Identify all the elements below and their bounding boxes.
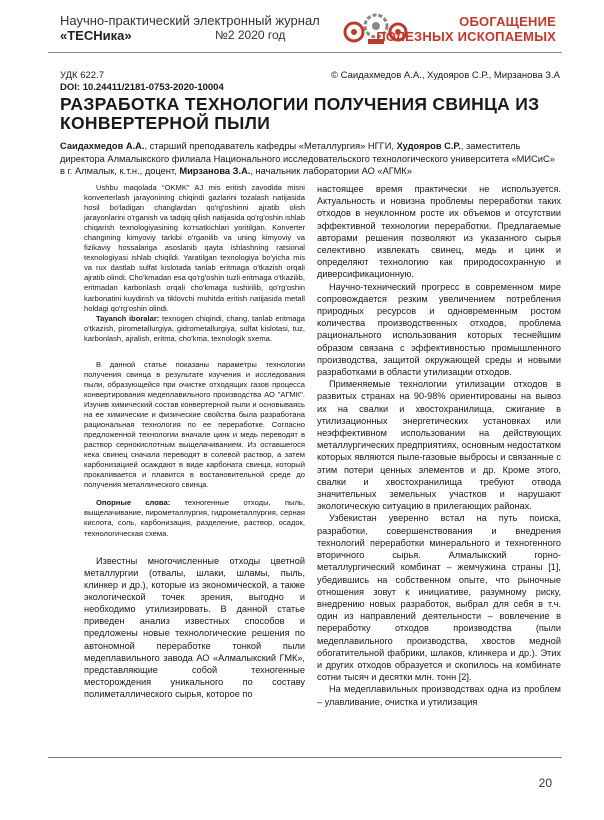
author-2-name: Худояров С.Р. — [396, 141, 461, 151]
section-line2: ПОЛЕЗНЫХ ИСКОПАЕМЫХ — [376, 29, 556, 44]
abstract-russian: В данной статье показаны параметры технологии получения свинца в результате изучения и исследования пыли, образующейся при очистке отходящих газов процесса конвертирования медеплавильного производства АО "АГМК". Изучив химический состав конвертерной пыли и основываясь на ее химические и физические свойства была разработана рациональная технология по ее переработке. Согласно предложенной технологии вначале цинк и медь переводят в раствор сернокислотным выщелачиванием. Из оставшегося кека свинец сначала переводят в солевой раствор, а затем карбонизацией осаждают в виде карбоната свинца, который прокаливается и плавится в востановительной среде до получения металлического свинца. — [84, 359, 305, 490]
author-1-name: Саидахмедов А.А. — [60, 141, 145, 151]
doi[interactable]: DOI: 10.24411/2181-0753-2020-10004 — [60, 82, 224, 93]
body-paragraph: На медеплавильных производствах одна из проблем – улавливание, очистка и утилизация — [317, 684, 561, 707]
body-paragraph: Известны многочисленные отходы цветной металлургии (отвалы, шлаки, шламы, пыль, клинкер и др.), которые из экономической, а также экологической точек зрения, выгодно и необходимо утилизировать. В данной статье приведен анализ известных способов и предложены новые технологические решения по автономной переработке тонкой пыли медеплавильного завода АО «Алмалыкский ГМК», представляющие собой техногенные месторождения уникального по составу полиметаллического сырья, которое по — [84, 555, 305, 700]
copyright: © Саидахмедов А.А., Худояров С.Р., Мирзанова З.А — [330, 70, 560, 81]
keywords-uzbek-label: Tayanch iboralar: — [96, 313, 160, 323]
author-3-affiliation: , начальник лаборатории АО «АГМК» — [250, 166, 412, 176]
left-column — [84, 183, 305, 700]
body-paragraph: Научно-технический прогресс в современном мире сопровождается резким увеличением потребления природных ресурсов и одновременным ростом количества производственных отходов, проблема рационального использования которых теснейшим образом связана с эффективностью промышленного производства, защитой окружающей среды и новыми разработками в области утилизации отходов. — [317, 281, 561, 378]
journal-line2: «TECHика» — [60, 28, 132, 43]
header-divider — [48, 52, 562, 53]
section-line1: ОБОГАЩЕНИЕ — [459, 14, 556, 29]
keywords-uzbek-text: texnogen chiqindi, chang, tanlab eritmaga o'tkazish, pirometallurgiya, gidrometallurgiya, sulfat kislotasi, tuz, karbonlash, ajralish, eritma, cho'kma, texnologik sxema. — [84, 313, 305, 343]
body-paragraph: Применяемые технологии утилизации отходов в развитых странах на 90-98% ориентированы на вывоз их на свалки и хвостохранилища, сжигание в утилизационных энергетических установках или неэффективном использовании на действующих металлургических предприятиях, основным недостатком которых являются пыле-газовые выбросы и связанные с этим потери ценных элементов и др. Кроме этого, свалки и хвостохранилища требуют отвода значительных земельных участков и нарушают экологическую ситуацию в прилегающих районах. — [317, 379, 561, 512]
footer-divider — [48, 757, 562, 758]
keywords-russian-text: техногенные отходы, пыль, выщелачивание, пирометаллургия, гидрометаллургия, серная кислота, соль, карбонизация, разделение, раствор, осадок, технологическая схема. — [84, 498, 305, 538]
section-title — [376, 14, 556, 44]
right-column — [317, 183, 561, 708]
issue-label: №2 2020 год — [215, 28, 286, 42]
body-paragraph: настоящее время практически не используется. Актуальность и новизна проблемы переработки таких отходов в неуклонном росте их объемов и отсутствии эффективной технологии переработки. Предлагаемые авторами решения позволяют из указанного сырья селективно извлекать свинец, медь и цинк и определяют технологию как природосохранную и диверсификационную. — [317, 184, 561, 280]
keywords-uzbek — [84, 314, 305, 344]
keywords-russian — [84, 498, 305, 538]
authors-block — [60, 140, 558, 178]
abstract-uzbek: Ushbu maqolada “OKMK” AJ mis eritish zavodida misni konverterlash jarayonining chiqindi gazlarini tozalash natijasida hosil bo'ladigan changlardan qo'rg'oshinni ajratib olish jarayonlarini o'rganish va tadqiq qilish natijasida qo'rg'oshin ishlab chiqarish texnologiyasining ko'rsatkichlari yoritilgan. Konverter changining kimyoviy tarkibi o'rganilib va uning kimyoviy va fizikaviy hossalariga asoslanib qayta ishlashning ratsional texnologiyasi ishlab chiqildi. Yaratilgan texnologiya bo'yicha mis va rux dastlab sulfat kislotada tanlab eritmaga o'tkazish orqali ajratib olindi. Cho'kmadan esa qo'rg'oshin tuzli eritmaga o'tkazilib, eritmadan karbonlash orqali cho'kmaga tushirilib, qo'rg'oshin karbonatini kuydirish va tiklovchi muhitda eritish natijasida metall holdagi qo'rg'oshin olindi. — [84, 183, 305, 313]
journal-line1: Научно-практический электронный журнал — [60, 13, 320, 28]
keywords-russian-label: Опорные слова: — [96, 498, 171, 508]
udk-code: УДК 622.7 — [60, 70, 104, 81]
author-3-name: Мирзанова З.А. — [179, 166, 251, 176]
page-number: 20 — [538, 776, 552, 790]
body-paragraph: Узбекистан уверенно встал на путь поиска, разработки, совершенствования и внедрения технологий переработки минерального и техногенного вторичного сырья. Алмалыкский горно-металлургический комбинат – жемчужина страны [1], убедившись на собственном опыте, что рыночные отношения зовут к инициативе, разумному риску, внедрению новых разработок, выбрал для себя в т.ч. один из направлений деятельности – вовлечение в переработку отходов производства (пыли медеплавильного производства, хвостов медной обогатительной фабрики, шлаков, клинкера и др.). Этих и других отходов образуется и скопилось на комбинате сотни тысяч и десятки млн. тонн [2]. — [317, 513, 561, 683]
journal-header — [0, 0, 604, 62]
article-title: РАЗРАБОТКА ТЕХНОЛОГИИ ПОЛУЧЕНИЯ СВИНЦА ИЗ КОНВЕРТЕРНОЙ ПЫЛИ — [60, 94, 540, 133]
author-2-affiliation: , заместитель директора Алмалыкского филиала Национального исследовательского технологического университета «МИСиС» в г. Алмалык, к.т.н., доцент, — [60, 141, 555, 176]
author-1-affiliation: , старший преподаватель кафедры «Металлургия» НГГИ, — [144, 141, 397, 151]
